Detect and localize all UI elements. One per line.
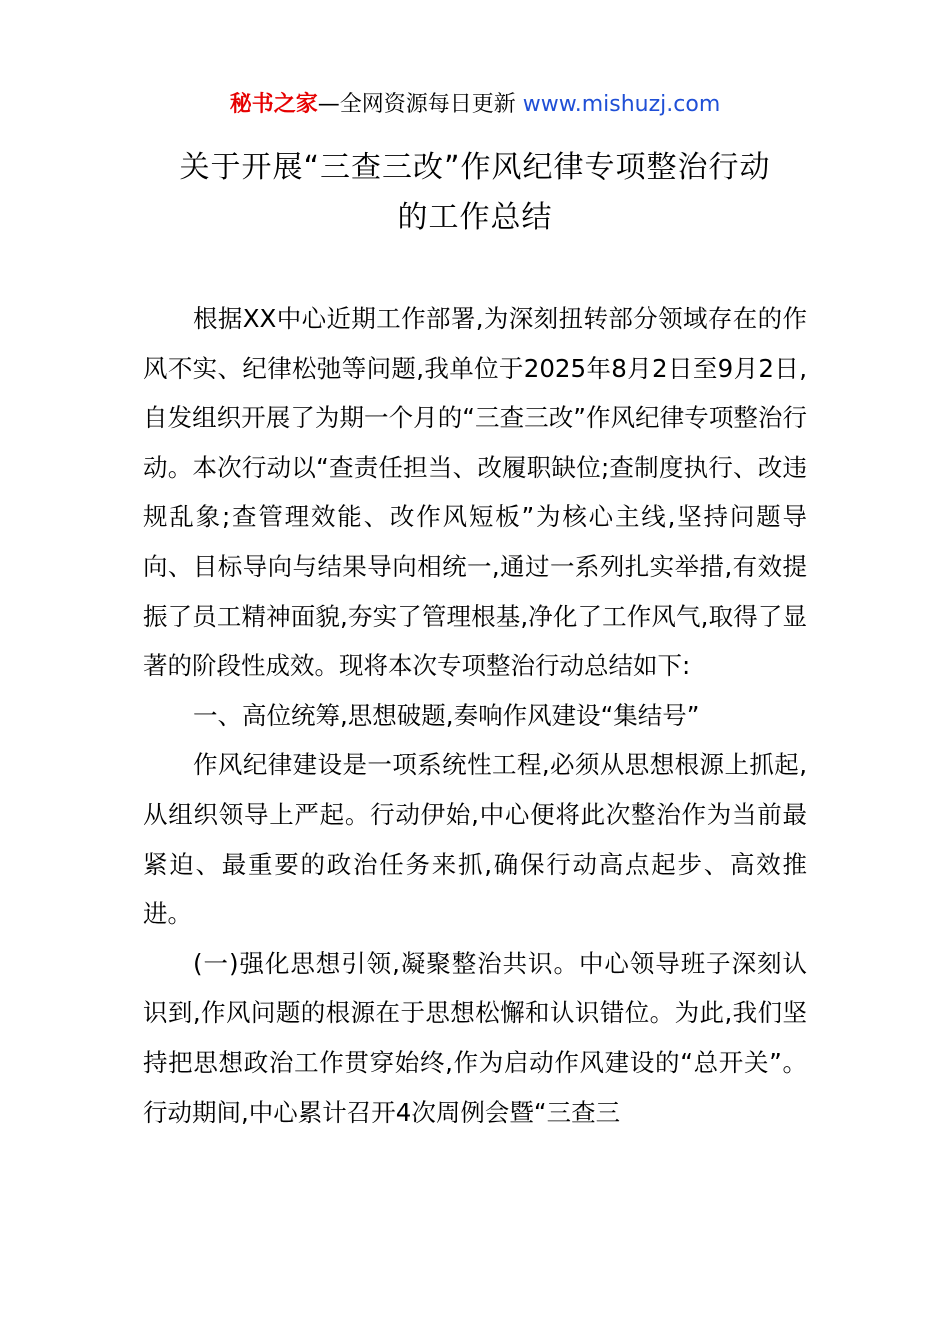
intro-paragraph: 根据XX中心近期工作部署,为深刻扭转部分领域存在的作风不实、纪律松弛等问题,我单位于2025年8月2日至9月2日,自发组织开展了为期一个月的“三查三改”作风纪律专项整治行动。本次行动以“查责任担当、改履职缺位;查制度执行、改违规乱象;查管理效能、改作风短板”为核心主线,坚持问题导向、目标导向与结果导向相统一,通过一系列扎实举措,有效提振了员工精神面貌,夯实了管理根基,净化了工作风气,取得了显著的阶段性成效。现将本次专项整治行动总结如下: xyxy=(143,304,807,681)
document-title xyxy=(0,143,950,243)
section-1-paragraph: 作风纪律建设是一项系统性工程,必须从思想根源上抓起,从组织领导上严起。行动伊始,中心便将此次整治作为当前最紧迫、最重要的政治任务来抓,确保行动高点起步、高效推进。 xyxy=(143,750,807,929)
title-line-1: 关于开展“三查三改”作风纪律专项整治行动 xyxy=(179,150,771,185)
document-body xyxy=(143,294,807,1137)
site-url-link[interactable]: www.mishuzj.com xyxy=(522,92,721,117)
section-heading-1: 一、高位统筹,思想破题,奏响作风建设“集结号” xyxy=(193,700,700,730)
title-line-2: 的工作总结 xyxy=(397,200,553,235)
site-header xyxy=(0,88,950,122)
subsection-1-paragraph: (一)强化思想引领,凝聚整治共识。中心领导班子深刻认识到,作风问题的根源在于思想松懈和认识错位。为此,我们坚持把思想政治工作贯穿始终,作为启动作风建设的“总开关”。行动期间,中心累计召开4次周例会暨“三查三 xyxy=(143,948,807,1127)
header-tagline: —全网资源每日更新 xyxy=(317,92,523,117)
brand-name: 秘书之家 xyxy=(229,92,318,117)
